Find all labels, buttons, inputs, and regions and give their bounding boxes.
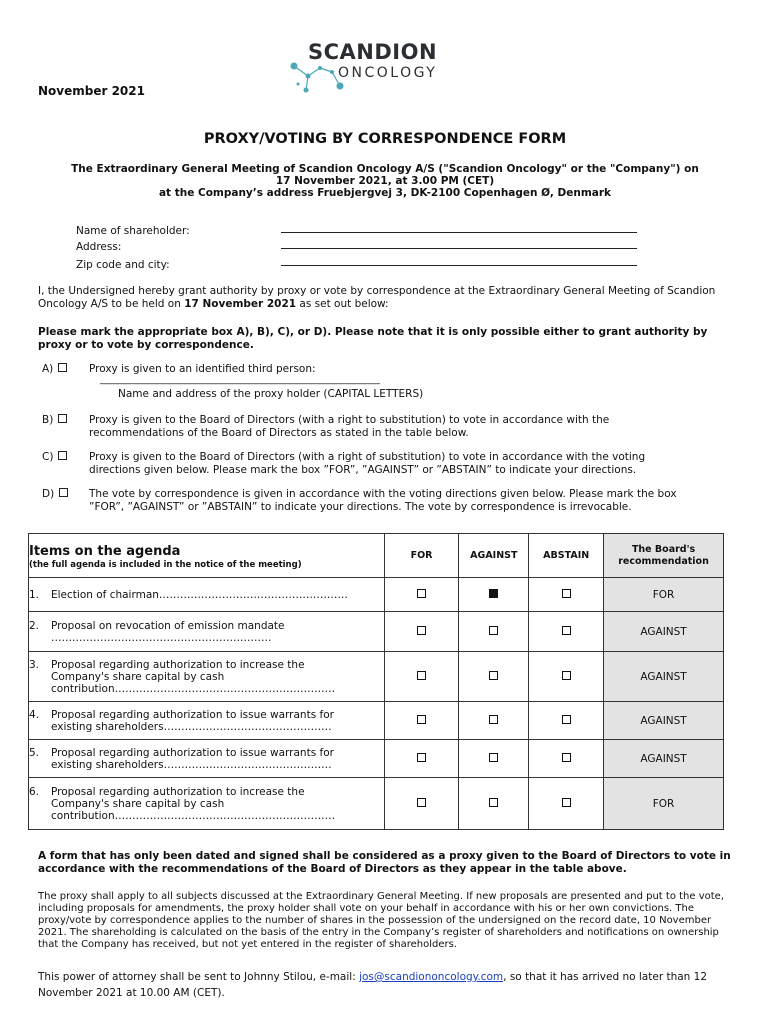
for-checkbox[interactable]	[417, 671, 426, 680]
agenda-row	[29, 578, 724, 612]
for-checkbox[interactable]	[417, 715, 426, 724]
contact-email-link[interactable]: jos@scandiononcology.com	[359, 971, 504, 983]
address-field[interactable]	[281, 248, 637, 249]
against-checkbox[interactable]	[489, 798, 498, 807]
option-b-letter: B)	[42, 414, 54, 426]
intro-text-2: as set out below:	[296, 297, 389, 310]
agenda-item-number: 3.	[29, 658, 40, 671]
address-label: Address:	[76, 241, 122, 253]
agenda-item-number: 5.	[29, 746, 40, 759]
agenda-row	[29, 612, 724, 652]
option-d-letter: D)	[42, 488, 55, 500]
for-cell	[384, 652, 459, 702]
against-checkbox[interactable]	[489, 671, 498, 680]
for-cell	[384, 778, 459, 830]
option-a-checkbox[interactable]	[58, 363, 67, 372]
logo-subname: ONCOLOGY	[338, 65, 438, 81]
board-recommendation: AGAINST	[604, 702, 724, 740]
proxy-terms-paragraph: The proxy shall apply to all subjects discussed at the Extraordinary General Meeting. If new proposals are presented and put to the vote, including proposals for amendments, the proxy holder shall vote on your behalf in accordance with his or her own convictions. The proxy/vote by correspondence applies to the number of shares in the possession of the undersigned on the record date, 10 November 2021. The shareholding is calculated on the basis of the entry in the Company’s register of shareholders and notifications on ownership that the Company has received, but not yet entered in the register of shareholders.	[38, 891, 725, 950]
agenda-row	[29, 652, 724, 702]
agenda-item-number: 6.	[29, 785, 40, 798]
agenda-item	[29, 612, 385, 652]
default-proxy-note: A form that has only been dated and signed shall be considered as a proxy given to the Board of Directors to vote in accordance with the recommendations of the Board of Directors as they appear in the table above.	[38, 850, 731, 875]
agenda-item	[29, 578, 385, 612]
abstain-cell	[529, 652, 604, 702]
agenda-item	[29, 702, 385, 740]
option-a	[42, 363, 67, 375]
agenda-item-text: Proposal on revocation of emission mandate ………………………………………………………	[51, 619, 285, 644]
zip-city-label: Zip code and city:	[76, 259, 170, 271]
for-checkbox[interactable]	[417, 626, 426, 635]
intro-text-1: I, the Undersigned hereby grant authority by proxy or vote by correspondence at the Extraordinary General Meeting of Scandion Oncology A/S to be held on	[38, 285, 716, 310]
agenda-item	[29, 652, 385, 702]
abstain-cell	[529, 702, 604, 740]
meeting-line-3: at the Company’s address Fruebjergvej 3, DK-2100 Copenhagen Ø, Denmark	[158, 187, 612, 199]
option-d	[42, 488, 68, 500]
abstain-cell	[529, 578, 604, 612]
abstain-cell	[529, 612, 604, 652]
agenda-header-row	[29, 534, 724, 578]
for-cell	[384, 612, 459, 652]
agenda-item-text: Proposal regarding authorization to issue warrants for existing shareholders…………………………………………	[51, 746, 334, 771]
abstain-cell	[529, 740, 604, 778]
against-cell	[459, 578, 529, 612]
abstain-checkbox[interactable]	[562, 798, 571, 807]
against-cell	[459, 612, 529, 652]
for-checkbox[interactable]	[417, 753, 426, 762]
zip-city-field[interactable]	[281, 265, 637, 266]
option-a-letter: A)	[42, 363, 54, 375]
against-checkbox[interactable]	[489, 589, 498, 598]
against-checkbox[interactable]	[489, 626, 498, 635]
send-text-1: This power of attorney shall be sent to Johnny Stilou, e-mail:	[38, 971, 360, 983]
items-header	[29, 534, 385, 578]
against-checkbox[interactable]	[489, 753, 498, 762]
agenda-item-number: 4.	[29, 708, 40, 721]
intro-paragraph	[38, 285, 734, 310]
abstain-header: ABSTAIN	[529, 534, 604, 578]
option-c	[42, 451, 67, 463]
logo-name: SCANDION	[308, 40, 438, 64]
abstain-checkbox[interactable]	[562, 626, 571, 635]
board-recommendation: FOR	[604, 578, 724, 612]
abstain-checkbox[interactable]	[562, 589, 571, 598]
abstain-cell	[529, 778, 604, 830]
instruction-text: Please mark the appropriate box A), B), C), or D). Please note that it is only possible either to grant authority by proxy or to vote by correspondence.	[38, 326, 708, 351]
items-title: Items on the agenda	[29, 543, 181, 559]
agenda-item-text: Proposal regarding authorization to issue warrants for existing shareholders…………………………………………	[51, 708, 334, 733]
intro-date: 17 November 2021	[184, 297, 297, 310]
option-a-caption: Name and address of the proxy holder (CAPITAL LETTERS)	[118, 388, 424, 400]
agenda-item	[29, 740, 385, 778]
agenda-row	[29, 778, 724, 830]
meeting-details	[40, 163, 730, 199]
abstain-checkbox[interactable]	[562, 753, 571, 762]
meeting-line-2: 17 November 2021, at 3.00 PM (CET)	[275, 175, 495, 187]
against-header: AGAINST	[459, 534, 529, 578]
agenda-row	[29, 702, 724, 740]
for-checkbox[interactable]	[417, 798, 426, 807]
form-title: PROXY/VOTING BY CORRESPONDENCE FORM	[203, 131, 567, 147]
for-cell	[384, 702, 459, 740]
option-b-text: Proxy is given to the Board of Directors (with a right to substitution) to vote in accordance with the recommendations of the Board of Directors as stated in the table below.	[89, 414, 610, 439]
shareholder-name-field[interactable]	[281, 232, 637, 233]
agenda-item-text: Election of chairman………………………………………………	[51, 588, 348, 601]
against-cell	[459, 652, 529, 702]
send-instructions	[38, 969, 734, 1001]
board-recommendation: AGAINST	[604, 612, 724, 652]
for-header: FOR	[384, 534, 459, 578]
against-cell	[459, 778, 529, 830]
meeting-line-1: The Extraordinary General Meeting of Scandion Oncology A/S ("Scandion Oncology" or the "Company") on	[71, 163, 699, 175]
items-subtitle: (the full agenda is included in the notice of the meeting)	[29, 559, 302, 570]
option-d-text: The vote by correspondence is given in accordance with the voting directions given below. Please mark the box ”FOR”, ”AGAINST” or ”ABSTAIN” to indicate your directions. The vote by correspondence is irrevocable.	[89, 488, 677, 513]
document-date: November 2021	[38, 84, 145, 98]
send-text-2: , so that it has arrived no later than 12 November 2021 at 10.00 AM (CET).	[38, 971, 708, 999]
against-cell	[459, 740, 529, 778]
for-checkbox[interactable]	[417, 589, 426, 598]
option-d-checkbox[interactable]	[59, 488, 68, 497]
option-b-checkbox[interactable]	[58, 414, 67, 423]
option-c-text: Proxy is given to the Board of Directors (with a right of substitution) to vote in accordance with the voting directions given below. Please mark the box ”FOR”, ”AGAINST” or ”ABSTAIN” to indicate your directions.	[89, 451, 646, 476]
for-cell	[384, 740, 459, 778]
against-checkbox[interactable]	[489, 715, 498, 724]
abstain-checkbox[interactable]	[562, 671, 571, 680]
option-a-text: Proxy is given to an identified third person:	[89, 363, 316, 375]
company-logo	[288, 38, 438, 100]
agenda-item-text: Proposal regarding authorization to increase the Company's share capital by cash contribution………………………………………………………	[51, 658, 336, 695]
shareholder-name-label: Name of shareholder:	[76, 225, 190, 237]
agenda-item-number: 2.	[29, 619, 40, 632]
recommendation-header: The Board's recommendation	[604, 534, 724, 578]
option-c-letter: C)	[42, 451, 54, 463]
option-b	[42, 414, 67, 426]
option-c-checkbox[interactable]	[58, 451, 67, 460]
agenda-table	[28, 533, 724, 830]
agenda-item-number: 1.	[29, 588, 40, 601]
board-recommendation: AGAINST	[604, 740, 724, 778]
agenda-item	[29, 778, 385, 830]
agenda-item-text: Proposal regarding authorization to increase the Company's share capital by cash contribution………………………………………………………	[51, 785, 336, 822]
agenda-row	[29, 740, 724, 778]
board-recommendation: FOR	[604, 778, 724, 830]
option-a-name-line[interactable]: ________________________________________________________	[100, 374, 380, 385]
board-recommendation: AGAINST	[604, 652, 724, 702]
for-cell	[384, 578, 459, 612]
abstain-checkbox[interactable]	[562, 715, 571, 724]
against-cell	[459, 702, 529, 740]
